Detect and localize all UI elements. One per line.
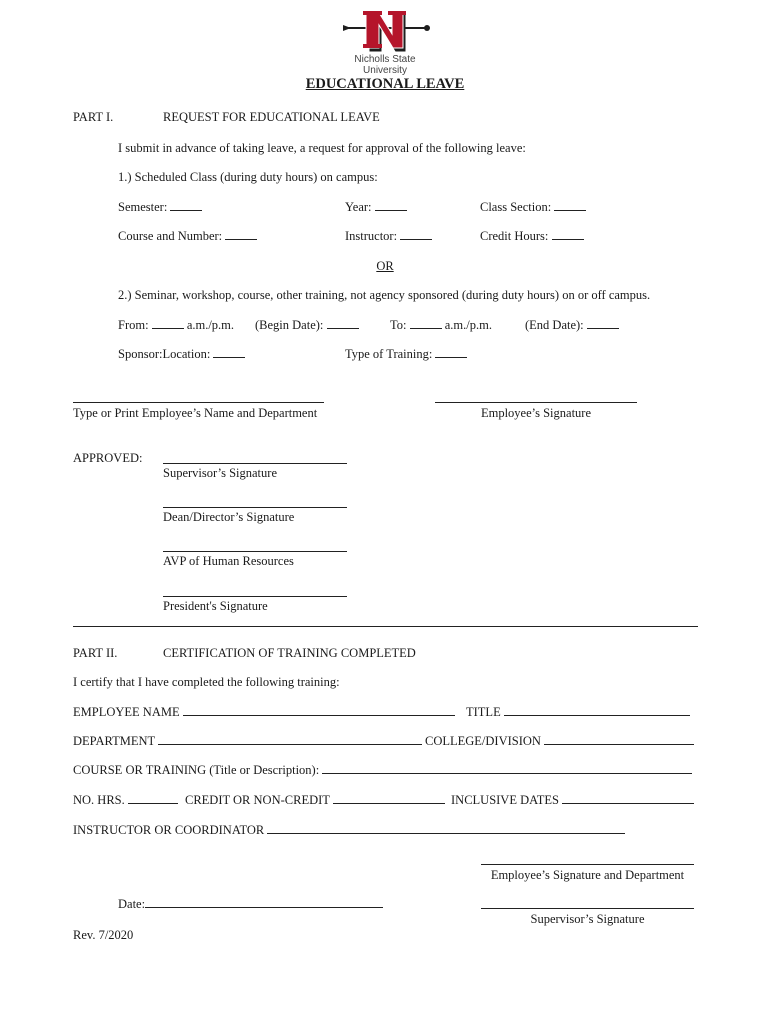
credit-noncredit-blank[interactable] [333, 793, 445, 804]
class-section-blank[interactable] [554, 200, 586, 211]
sponsor-location-field[interactable] [118, 347, 245, 362]
class-section-field[interactable] [480, 200, 586, 215]
to-blank[interactable] [410, 318, 442, 329]
avp-hr-signature-label: AVP of Human Resources [163, 554, 294, 568]
avp-hr-signature-line[interactable] [163, 551, 347, 552]
credit-hours-field[interactable] [480, 229, 584, 244]
begin-date-blank[interactable] [327, 318, 359, 329]
course-training-field[interactable] [73, 763, 692, 778]
no-hrs-label: NO. HRS. [73, 793, 125, 807]
credit-hours-label: Credit Hours: [480, 229, 549, 243]
course-number-field[interactable] [118, 229, 257, 244]
department-field-label: DEPARTMENT [73, 734, 155, 748]
type-of-training-label: Type of Training: [345, 347, 433, 361]
course-number-label: Course and Number: [118, 229, 223, 243]
begin-date-label: (Begin Date): [255, 318, 324, 332]
employee-name-label: Type or Print Employee’s Name and Department [73, 406, 318, 420]
credit-hours-blank[interactable] [552, 229, 584, 240]
to-ampm-label: a.m./p.m. [444, 318, 492, 332]
credit-noncredit-label: CREDIT OR NON-CREDIT [185, 793, 330, 807]
university-name: Nicholls State University [354, 54, 416, 76]
employee-signature-department-label: Employee’s Signature and Department [490, 868, 685, 882]
option1-heading: 1.) Scheduled Class (during duty hours) on campus: [118, 170, 378, 184]
instructor-coordinator-field[interactable] [73, 823, 625, 838]
supervisor-certification-line[interactable] [481, 908, 694, 909]
instructor-field[interactable] [345, 229, 432, 244]
employee-signature-label: Employee’s Signature [480, 406, 592, 420]
college-division-field[interactable] [425, 734, 694, 749]
course-number-blank[interactable] [225, 229, 257, 240]
course-training-label: COURSE OR TRAINING (Title or Description): [73, 763, 320, 777]
supervisor-signature-line[interactable] [163, 463, 347, 464]
to-label: To: [390, 318, 407, 332]
from-label: From: [118, 318, 149, 332]
title-field[interactable] [466, 705, 690, 720]
nicholls-n-logo-icon [335, 6, 435, 54]
college-division-label: COLLEGE/DIVISION [425, 734, 541, 748]
employee-name-line[interactable] [73, 402, 324, 403]
instructor-coordinator-label: INSTRUCTOR OR COORDINATOR [73, 823, 265, 837]
supervisor-signature-label: Supervisor’s Signature [163, 466, 277, 480]
no-hrs-field[interactable] [73, 793, 178, 808]
date-field[interactable] [118, 897, 383, 912]
approved-label: APPROVED: [73, 451, 143, 465]
revision-label: Rev. 7/2020 [73, 928, 134, 942]
president-signature-label: President's Signature [163, 599, 268, 613]
option2-heading: 2.) Seminar, workshop, course, other training, not agency sponsored (during duty hours) on or off campus. [118, 288, 651, 302]
certify-statement: I certify that I have completed the following training: [73, 675, 340, 689]
title-field-label: TITLE [466, 705, 501, 719]
semester-blank[interactable] [170, 200, 202, 211]
date-blank[interactable] [145, 897, 383, 908]
year-blank[interactable] [375, 200, 407, 211]
university-logo [335, 6, 435, 76]
employee-signature-line[interactable] [435, 402, 637, 403]
class-section-label: Class Section: [480, 200, 552, 214]
sponsor-location-blank[interactable] [213, 347, 245, 358]
dean-signature-line[interactable] [163, 507, 347, 508]
inclusive-dates-field[interactable] [451, 793, 694, 808]
to-field[interactable] [390, 318, 492, 333]
year-label: Year: [345, 200, 372, 214]
end-date-blank[interactable] [587, 318, 619, 329]
end-date-label: (End Date): [525, 318, 584, 332]
department-blank[interactable] [158, 734, 422, 745]
date-label: Date: [118, 897, 146, 911]
semester-field[interactable] [118, 200, 202, 215]
employee-name-field[interactable] [73, 705, 455, 720]
employee-signature-department-line[interactable] [481, 864, 694, 865]
end-date-field[interactable] [525, 318, 619, 333]
year-field[interactable] [345, 200, 407, 215]
president-signature-line[interactable] [163, 596, 347, 597]
inclusive-dates-blank[interactable] [562, 793, 694, 804]
section-divider [73, 626, 698, 627]
from-ampm-label: a.m./p.m. [186, 318, 235, 332]
dean-signature-label: Dean/Director’s Signature [163, 510, 295, 524]
college-division-blank[interactable] [544, 734, 694, 745]
instructor-blank[interactable] [400, 229, 432, 240]
part1-intro: I submit in advance of taking leave, a request for approval of the following leave: [118, 141, 526, 155]
type-of-training-blank[interactable] [435, 347, 467, 358]
credit-noncredit-field[interactable] [185, 793, 445, 808]
sponsor-location-label: Sponsor:Location: [118, 347, 211, 361]
department-field[interactable] [73, 734, 422, 749]
type-of-training-field[interactable] [345, 347, 467, 362]
employee-name-blank[interactable] [183, 705, 455, 716]
begin-date-field[interactable] [255, 318, 359, 333]
employee-name-field-label: EMPLOYEE NAME [73, 705, 180, 719]
or-separator: OR [376, 259, 394, 273]
instructor-coordinator-blank[interactable] [267, 823, 625, 834]
part2-heading: CERTIFICATION OF TRAINING COMPLETED [163, 646, 416, 660]
part2-label: PART II. [73, 646, 118, 660]
part1-label: PART I. [73, 110, 114, 124]
from-blank[interactable] [152, 318, 184, 329]
instructor-label: Instructor: [345, 229, 398, 243]
course-training-blank[interactable] [322, 763, 692, 774]
semester-label: Semester: [118, 200, 168, 214]
form-title: EDUCATIONAL LEAVE [305, 76, 465, 92]
inclusive-dates-label: INCLUSIVE DATES [451, 793, 559, 807]
title-blank[interactable] [504, 705, 690, 716]
from-field[interactable] [118, 318, 234, 333]
supervisor-certification-label: Supervisor’s Signature [530, 912, 645, 926]
no-hrs-blank[interactable] [128, 793, 178, 804]
part1-heading: REQUEST FOR EDUCATIONAL LEAVE [163, 110, 380, 124]
